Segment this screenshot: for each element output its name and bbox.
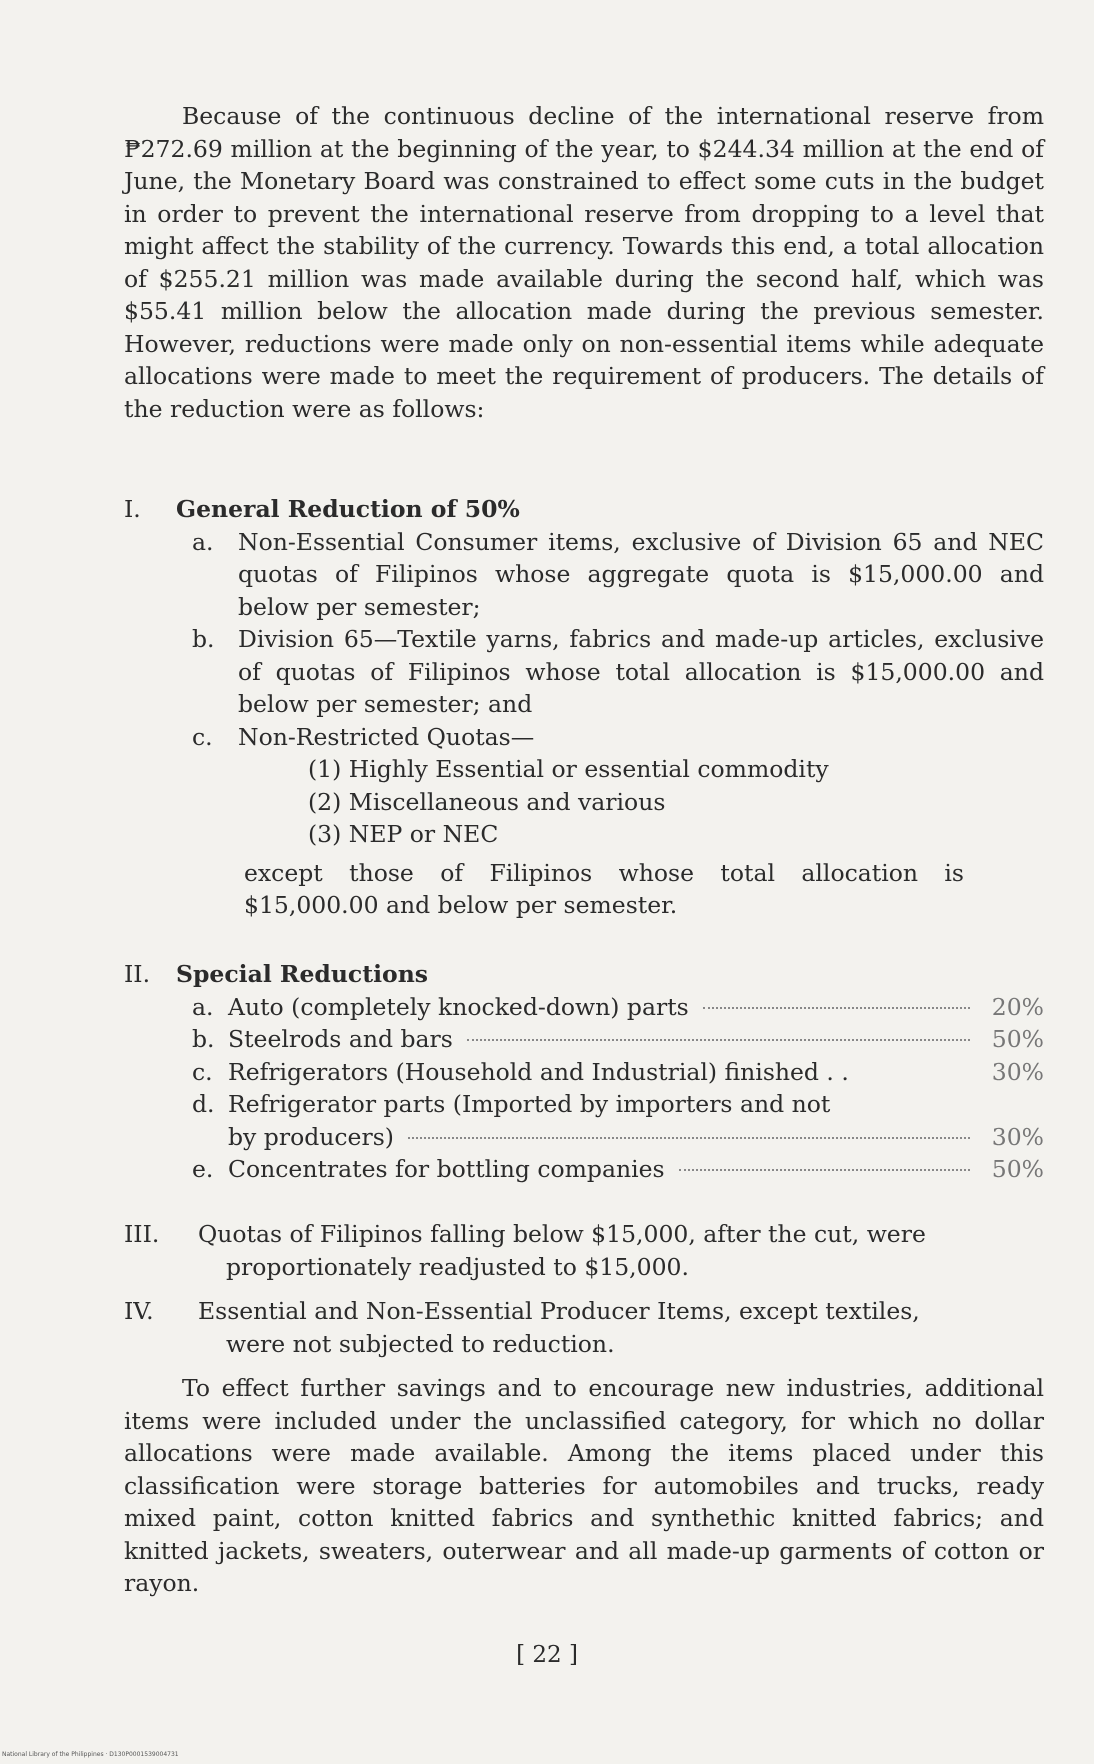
reduction-row-continued <box>228 1121 1044 1154</box>
section-text: Quotas of Filipinos falling below $15,000, after the cut, were <box>198 1220 926 1248</box>
section-text: Essential and Non-Essential Producer Items, except textiles, <box>198 1297 920 1325</box>
section-text-continued: were not subjected to reduction. <box>226 1329 615 1358</box>
reduction-row <box>192 1056 1044 1089</box>
sub-item: (2) Miscellaneous and various <box>308 787 666 816</box>
item-label: b. <box>192 625 215 653</box>
dot-leader <box>679 1169 970 1171</box>
item-text: Auto (completely knocked-down) parts <box>228 992 689 1021</box>
item-label: a. <box>192 992 214 1021</box>
item-label: c. <box>192 1057 213 1086</box>
closing-paragraph: To effect further savings and to encourage new industries, additional items were included under the unclassified category, for which no dollar allocations were made available. Among the items placed under this classification were storage batteries for automobiles and trucks, ready mixed paint, cotton knitted fabrics and synthethic knitted fabrics; and knitted jackets, sweaters, outerwear and all made-up garments of cotton or rayon. <box>124 1374 1044 1597</box>
item-text: Refrigerators (Household and Industrial) finished . . <box>228 1057 849 1086</box>
item-label: c. <box>192 722 213 751</box>
item-label: e. <box>192 1155 214 1183</box>
intro-paragraph: Because of the continuous decline of the international reserve from ₱272.69 million at the beginning of the year, to $244.34 million at the end of June, the Monetary Board was constrained to effect some cuts in the budget in order to prevent the international reserve from dropping to a level that might affect the stability of the currency. Towards this end, a total allocation of $255.21 million was made available during the second half, which was $55.41 million below the allocation made during the previous semester. However, reductions were made only on non-essential items while adequate allocations were made to meet the requirement of producers. The details of the reduction were as follows: <box>124 102 1044 423</box>
item-text-continued: by producers) <box>228 1122 394 1151</box>
item-text: Non-Restricted Quotas— <box>238 722 535 751</box>
reduction-row <box>192 991 1044 1024</box>
dot-leader <box>408 1137 970 1139</box>
dot-leader <box>467 1039 970 1041</box>
section-numeral: I. <box>124 495 141 523</box>
list-item <box>192 526 1044 624</box>
page-number: [ 22 ] <box>516 1642 578 1668</box>
list-item <box>192 623 1044 721</box>
item-text: Concentrates for bottling companies <box>228 1155 665 1183</box>
reduction-percent: 20% <box>991 992 1044 1021</box>
section-producer-items <box>124 1295 1044 1360</box>
sub-item: (1) Highly Essential or essential commodity <box>308 755 829 783</box>
section-title: General Reduction of 50% <box>176 495 520 523</box>
reduction-row <box>192 1023 1044 1056</box>
reduction-percent: 30% <box>991 1122 1044 1151</box>
section-general-reduction <box>124 493 1044 922</box>
section-text-continued: proportionately readjusted to $15,000. <box>226 1252 689 1281</box>
list-item <box>192 721 1044 754</box>
item-text: Refrigerator parts (Imported by importers and not <box>228 1090 831 1118</box>
item-label: a. <box>192 527 214 556</box>
section-special-reductions <box>124 958 1044 1186</box>
reduction-percent: 30% <box>991 1057 1044 1086</box>
item-label: d. <box>192 1090 215 1118</box>
section-numeral: III. <box>124 1220 160 1248</box>
reduction-row <box>192 1153 1044 1186</box>
reduction-percent: 50% <box>991 1155 1044 1183</box>
dot-leader <box>703 1007 970 1009</box>
item-text: Non-Essential Consumer items, exclusive of Division 65 and NEC quotas of Filipinos whose aggregate quota is $15,000.00 and below per semester; <box>238 527 1044 621</box>
section-numeral: IV. <box>124 1297 154 1325</box>
section-quotas-readjusted <box>124 1218 1044 1283</box>
item-text: Division 65—Textile yarns, fabrics and made-up articles, exclusive of quotas of Filipinos whose total allocation is $15,000.00 and below per semester; and <box>238 625 1044 718</box>
sub-item: (3) NEP or NEC <box>308 820 499 848</box>
section-heading <box>124 493 1044 526</box>
reduction-row <box>192 1088 1044 1121</box>
item-text: Steelrods and bars <box>228 1025 453 1053</box>
reduction-percent: 50% <box>991 1025 1044 1053</box>
item-label: b. <box>192 1025 215 1053</box>
section-title: Special Reductions <box>176 960 429 988</box>
scan-footer: National Library of the Philippines · D130P0001539004731 <box>2 1751 179 1758</box>
section-numeral: II. <box>124 960 151 988</box>
section-heading <box>124 958 1044 991</box>
exception-text: except those of Filipinos whose total allocation is $15,000.00 and below per semester. <box>244 858 964 919</box>
